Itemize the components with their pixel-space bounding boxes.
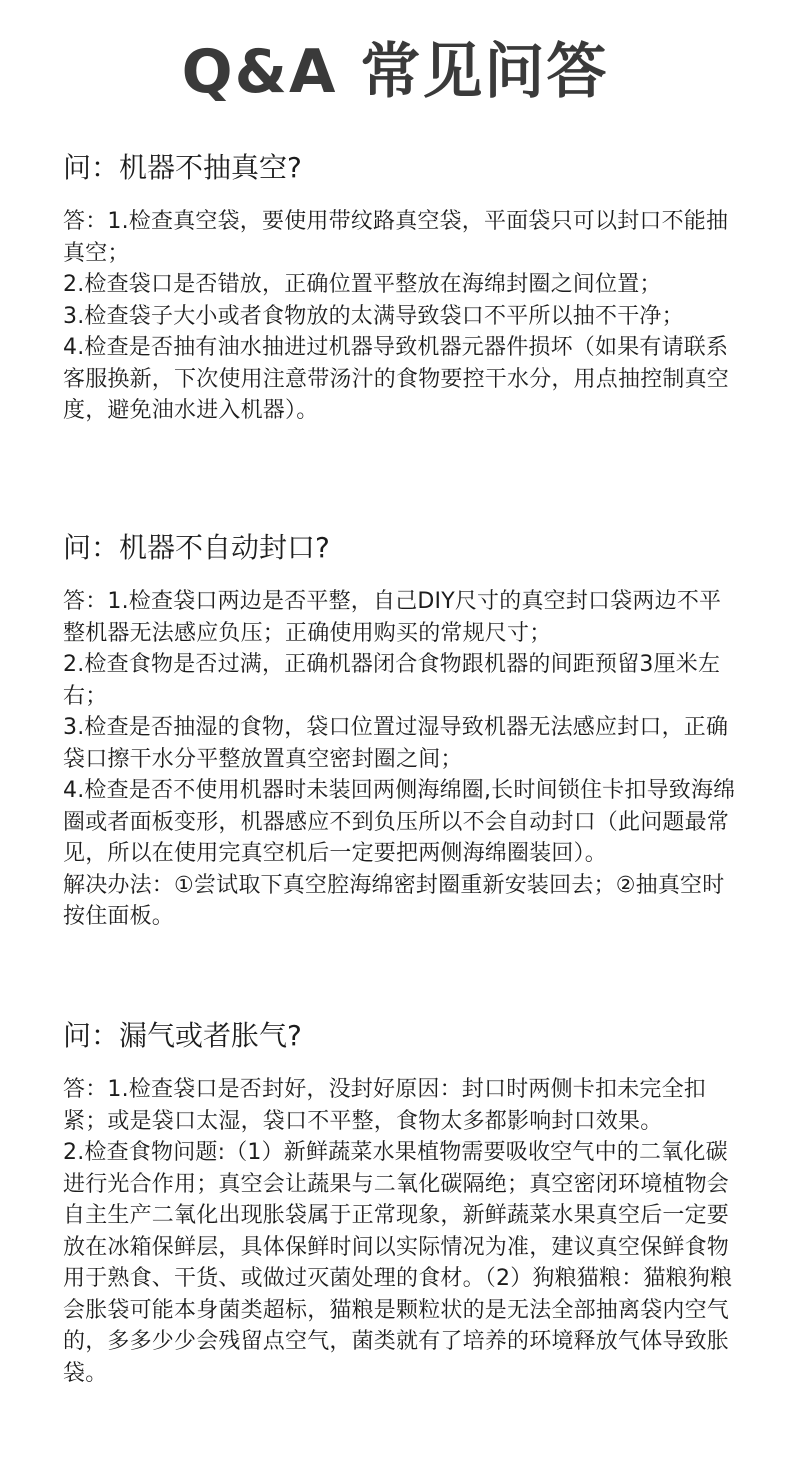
answer-paragraph: 3.检查是否抽湿的食物，袋口位置过湿导致机器无法感应封口，正确袋口擦干水分平整放置真空密封圈之间； <box>63 715 729 772</box>
answer-paragraph: 3.检查袋子大小或者食物放的太满导致袋口不平所以抽不干净； <box>63 303 684 329</box>
question-heading: 问：机器不自动封口? <box>63 531 330 564</box>
question-heading: 问：漏气或者胀气? <box>63 1019 302 1052</box>
question-heading: 问：机器不抽真空? <box>63 151 302 184</box>
answer-paragraph: 2.检查食物问题:（1）新鲜蔬菜水果植物需要吸收空气中的二氧化碳进行光合作用；真空会让蔬果与二氧化碳隔绝；真空密闭环境植物会自主生产二氧化出现胀袋属于正常现象，新鲜蔬菜水果真空后一定要放在冰箱保鲜层，具体保鲜时间以实际情况为准，建议真空保鲜食物用于熟食、干货、或做过灭菌处理的食材。（2）狗粮猫粮：猫粮狗粮会胀袋可能本身菌类超标，猫粮是颗粒状的是无法全部抽离袋内空气的，多多少少会残留点空气，菌类就有了培养的环境释放气体导致胀袋。 <box>63 1140 733 1386</box>
answer-block <box>63 586 743 933</box>
answer-paragraph: 4.检查是否抽有油水抽进过机器导致机器元器件损坏（如果有请联系客服换新，下次使用注意带汤汁的食物要控干水分，用点抽控制真空度，避免油水进入机器）。 <box>63 335 730 423</box>
qa-section-sealing <box>63 530 743 933</box>
answer-paragraph: 答：1.检查袋口是否封好，没封好原因：封口时两侧卡扣未完全扣紧；或是袋口太湿，袋口不平整，食物太多都影响封口效果。 <box>63 1077 706 1134</box>
answer-paragraph: 答：1.检查袋口两边是否平整，自己DIY尺寸的真空封口袋两边不平整机器无法感应负压；正确使用购买的常规尺寸； <box>63 589 722 646</box>
answer-paragraph: 答：1.检查真空袋，要使用带纹路真空袋，平面袋只可以封口不能抽真空； <box>63 209 729 266</box>
answer-block <box>63 206 743 427</box>
answer-paragraph: 2.检查食物是否过满，正确机器闭合食物跟机器的间距预留3厘米左右； <box>63 652 721 709</box>
answer-paragraph: 2.检查袋口是否错放，正确位置平整放在海绵封圈之间位置； <box>63 272 662 297</box>
answer-paragraph: 4.检查是否不使用机器时未装回两侧海绵圈,长时间锁住卡扣导致海绵圈或者面板变形，机器感应不到负压所以不会自动封口（此问题最常见，所以在使用完真空机后一定要把两侧海绵圈装回）。 <box>63 778 736 866</box>
qa-section-vacuum <box>63 150 743 427</box>
qa-section-leak <box>63 1018 743 1389</box>
answer-paragraph: 解决办法：①尝试取下真空腔海绵密封圈重新安装回去；②抽真空时按住面板。 <box>63 872 725 929</box>
answer-block <box>63 1074 743 1389</box>
page-title: Q&A 常见问答 <box>181 37 609 107</box>
